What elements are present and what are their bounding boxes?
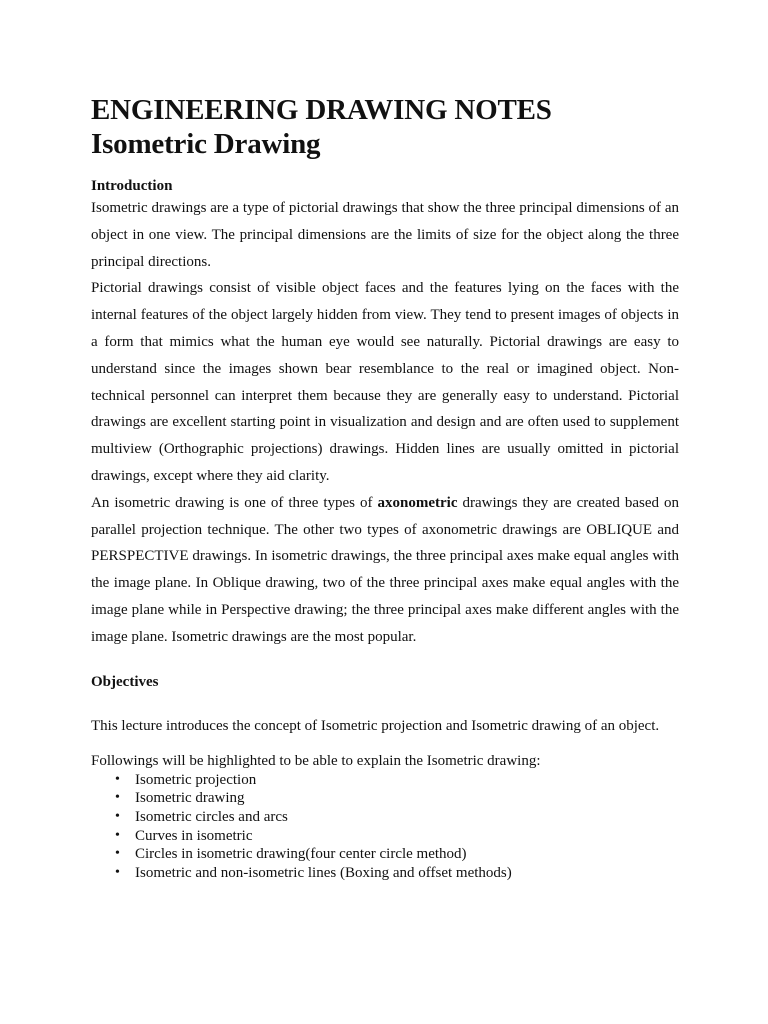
- list-item: [91, 827, 679, 846]
- document-page: [91, 93, 679, 883]
- list-item: [91, 808, 679, 827]
- list-item: [91, 845, 679, 864]
- objectives-followings-text: Followings will be highlighted to be able to explain the Isometric drawing:: [91, 752, 541, 769]
- bullet-icon: •: [115, 865, 120, 881]
- bullet-icon: •: [115, 846, 120, 862]
- paragraph-3-lead: An isometric drawing is one of three types of: [91, 494, 378, 511]
- list-item: [91, 771, 679, 790]
- introduction-heading: Introduction: [91, 178, 173, 194]
- objectives-lecture-text: This lecture introduces the concept of Isometric projection and Isometric drawing of an object.: [91, 717, 660, 734]
- list-item-text: Isometric drawing: [135, 790, 245, 807]
- list-item-text: Isometric projection: [135, 771, 257, 788]
- bullet-icon: •: [115, 790, 120, 806]
- document-title: ENGINEERING DRAWING NOTES: [91, 94, 552, 126]
- objectives-heading: Objectives: [91, 673, 159, 690]
- list-item: [91, 864, 679, 883]
- list-item-text: Isometric and non-isometric lines (Boxing and offset methods): [135, 865, 512, 882]
- bullet-icon: •: [115, 808, 120, 824]
- bullet-icon: •: [115, 827, 120, 843]
- axonometric-bold-term: axonometric: [377, 494, 458, 511]
- list-item-text: Isometric circles and arcs: [135, 808, 288, 825]
- document-subtitle: Isometric Drawing: [91, 128, 321, 160]
- list-item: [91, 789, 679, 808]
- objectives-bullet-list: [91, 771, 679, 883]
- introduction-paragraph-3: [91, 490, 679, 651]
- list-item-text: Circles in isometric drawing(four center circle method): [135, 846, 467, 863]
- introduction-paragraph-2: Pictorial drawings consist of visible object faces and the features lying on the faces with the internal features of the object largely hidden from view. They tend to present images of objects in a form that mimics what the human eye would see naturally. Pictorial drawings are easy to understand since the images shown bear resemblance to the real or imagined object. Non-technical personnel can interpret them because they are generally easy to understand. Pictorial drawings are excellent starting point in visualization and design and are often used to supplement multiview (Orthographic projections) drawings. Hidden lines are usually omitted in pictorial drawings, except where they aid clarity.: [91, 280, 679, 484]
- bullet-icon: •: [115, 771, 120, 787]
- paragraph-3-rest: drawings they are created based on parallel projection technique. The other two types of axonometric drawings are OBLIQUE and PERSPECTIVE drawings. In isometric drawings, the three principal axes make equal angles with the image plane. In Oblique drawing, two of the three principal axes make equal angles with the image plane while in Perspective drawing; the three principal axes make different angles with the image plane. Isometric drawings are the most popular.: [91, 494, 679, 645]
- list-item-text: Curves in isometric: [135, 827, 253, 844]
- introduction-paragraph-1: Isometric drawings are a type of pictorial drawings that show the three principal dimensions of an object in one view. The principal dimensions are the limits of size for the object along the three principal directions.: [91, 200, 679, 270]
